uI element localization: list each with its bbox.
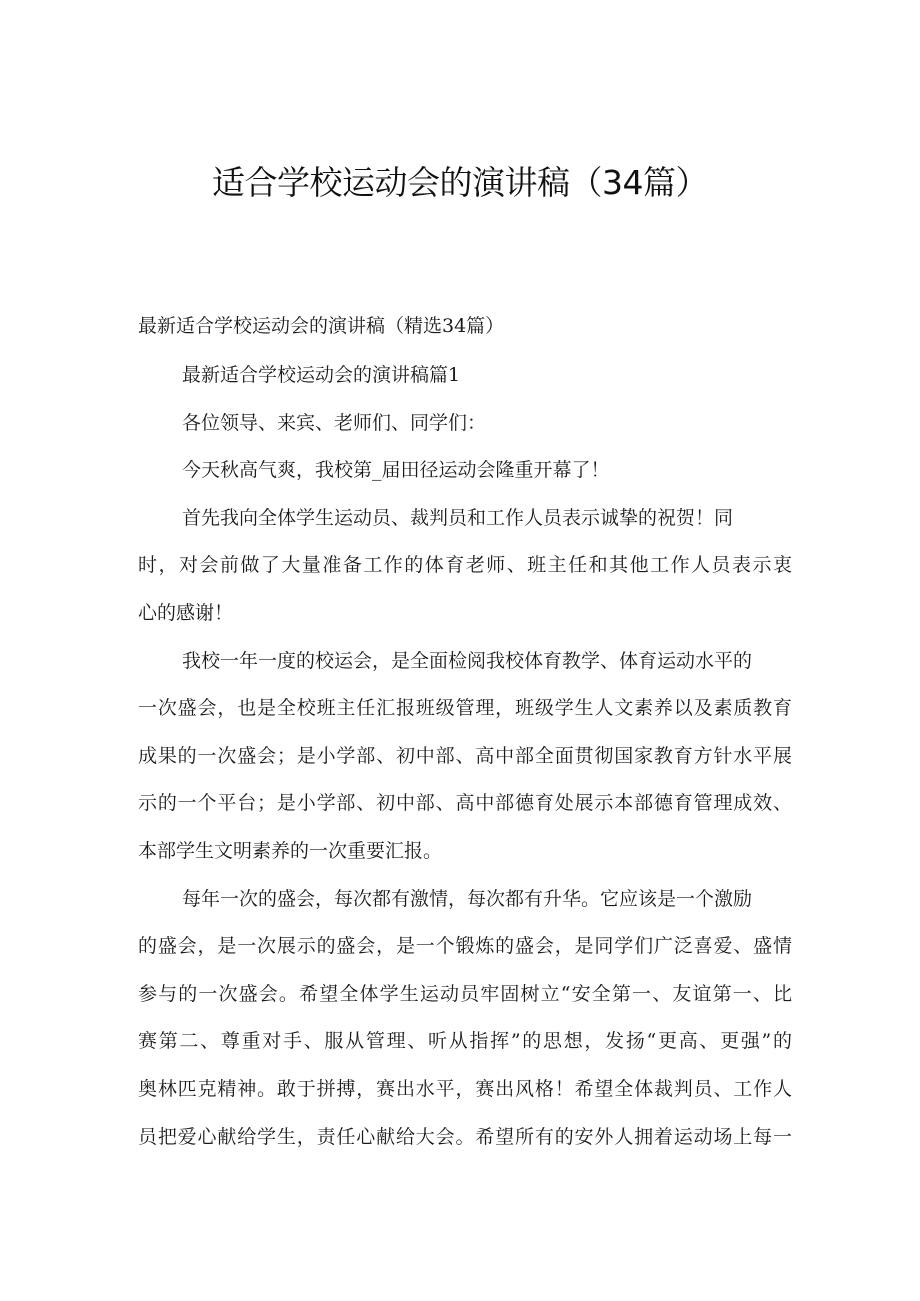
paragraph-line: 奥林匹克精神。敢于拼搏，赛出水平，赛出风格！希望全体裁判员、工作人 <box>138 1077 792 1100</box>
document-title: 适合学校运动会的演讲稿（34篇） <box>212 163 708 202</box>
document-body <box>138 308 798 1161</box>
paragraph-line: 首先我向全体学生运动员、裁判员和工作人员表示诚挚的祝贺！同 <box>182 506 734 529</box>
paragraph-line: 每年一次的盛会，每次都有激情，每次都有升华。它应该是一个激励 <box>182 887 753 910</box>
paragraph-line: 本部学生文明素养的一次重要汇报。 <box>138 839 443 862</box>
paragraph-line: 一次盛会，也是全校班主任汇报班级管理，班级学生人文素养以及素质教育 <box>138 697 792 720</box>
paragraph-line: 的盛会，是一次展示的盛会，是一个锻炼的盛会，是同学们广泛喜爱、盛情 <box>138 935 792 958</box>
document-subtitle: 最新适合学校运动会的演讲稿（精选34篇） <box>138 315 505 337</box>
paragraph-line: 成果的一次盛会；是小学部、初中部、高中部全面贯彻国家教育方针水平展 <box>138 744 792 767</box>
section-heading: 最新适合学校运动会的演讲稿篇1 <box>182 364 461 386</box>
paragraph-line: 参与的一次盛会。希望全体学生运动员牢固树立“安全第一、友谊第一、比 <box>138 982 792 1005</box>
paragraph-line: 示的一个平台；是小学部、初中部、高中部德育处展示本部德育管理成效、 <box>138 792 792 815</box>
salutation: 各位领导、来宾、老师们、同学们： <box>182 411 487 434</box>
paragraph-line: 员把爱心献给学生，责任心献给大会。希望所有的安外人拥着运动场上每一 <box>138 1125 792 1148</box>
paragraph-line: 心的感谢！ <box>138 601 234 624</box>
paragraph-line: 时，对会前做了大量准备工作的体育老师、班主任和其他工作人员表示衷 <box>138 554 792 577</box>
paragraph-line: 我校一年一度的校运会，是全面检阅我校体育教学、体育运动水平的 <box>182 649 753 672</box>
paragraph-line: 今天秋高气爽，我校第_届田径运动会隆重开幕了！ <box>182 459 610 482</box>
paragraph-line: 赛第二、尊重对手、服从管理、听从指挥”的思想，发扬“更高、更强”的 <box>138 1030 792 1053</box>
